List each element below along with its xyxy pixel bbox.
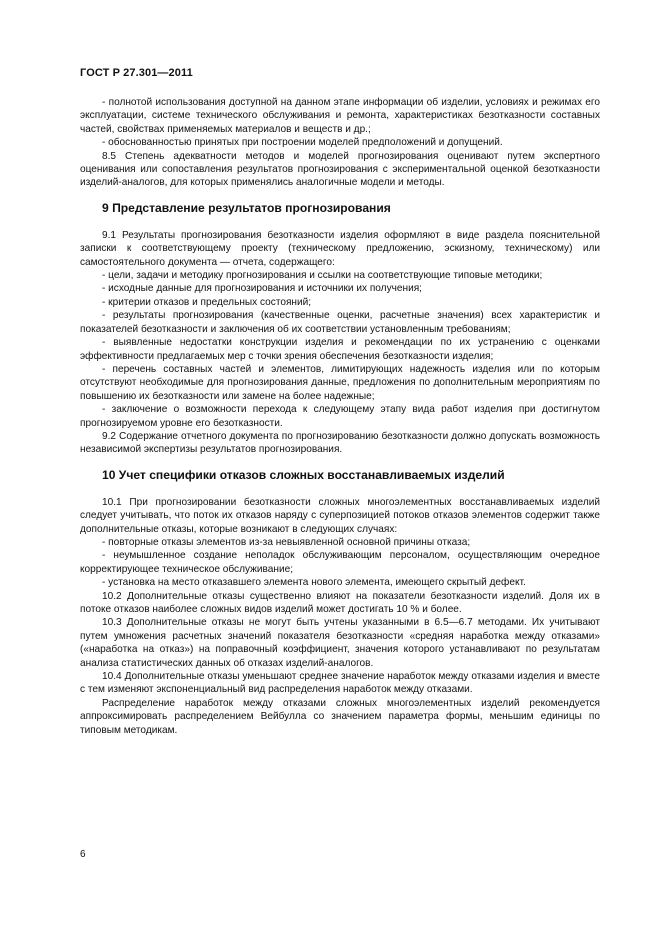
- paragraph: Распределение наработок между отказами сложных многоэлементных изделий рекомендуется аппроксимировать распределением Вейбулла со значением параметра формы, меньшим единицы по типовым методикам.: [80, 697, 600, 736]
- paragraph: 10.1 При прогнозировании безотказности сложных многоэлементных восстанавливаемых изделий следует учитывать, что поток их отказов наряду с суперпозицией потоков отказов элементов содержит также дополнительные отказы, которые возникают в следующих случаях:: [80, 496, 600, 535]
- section-heading: 10 Учет специфики отказов сложных восстанавливаемых изделий: [102, 467, 505, 482]
- paragraph: - критерии отказов и предельных состояний;: [102, 296, 312, 308]
- paragraph: 10.2 Дополнительные отказы существенно влияют на показатели безотказности изделий. Доля их в потоке отказов наиболее сложных видов изделий может достигать 10 % и более.: [80, 590, 600, 615]
- paragraph: - исходные данные для прогнозирования и источники их получения;: [102, 283, 422, 295]
- paragraph: 10.3 Дополнительные отказы не могут быть учтены указанными в 6.5—6.7 методами. Их учитывают путем умножения расчетных значений показателя безотказности «средняя наработка между отказами» («наработка на отказ») на поправочный коэффициент, значения которого устанавливают по результатам анализа статистических данных об отказах изделий-аналогов.: [80, 617, 600, 669]
- paragraph: 9.1 Результаты прогнозирования безотказности изделия оформляют в виде раздела пояснительной записки к соответствующему проекту (техническому предложению, эскизному, техническому) или самостоятельного документа — отчета, содержащего:: [80, 229, 600, 268]
- paragraph: - установка на место отказавшего элемента нового элемента, имеющего скрытый дефект.: [102, 577, 526, 589]
- paragraph: - выявленные недостатки конструкции изделия и рекомендации по их устранению с оценками эффективности предлагаемых мер с точки зрения обеспечения безотказности изделия;: [80, 337, 600, 362]
- section-heading: 9 Представление результатов прогнозирования: [102, 200, 391, 215]
- paragraph: - заключение о возможности перехода к следующему этапу вида работ изделия при достигнутом прогнозируемом уровне его безотказности.: [80, 404, 600, 429]
- paragraph: 8.5 Степень адекватности методов и моделей прогнозирования оценивают путем экспертного оценивания или сопоставления результатов прогнозирования с экспериментальной оценкой безотказности изделий-аналогов, для которых применялись аналогичные модели и методы.: [80, 150, 600, 189]
- paragraph: - результаты прогнозирования (качественные оценки, расчетные значения) всех характеристик и показателей безотказности и заключения об их соответствии установленным требованиям;: [80, 310, 600, 335]
- paragraph: 9.2 Содержание отчетного документа по прогнозированию безотказности должно допускать возможность независимой экспертизы результатов прогнозирования.: [80, 430, 600, 456]
- document-code-header: ГОСТ Р 27.301—2011: [80, 67, 193, 79]
- paragraph: - перечень составных частей и элементов, лимитирующих надежность изделия или по которым отсутствуют необходимые для прогнозирования данные, предложения по дополнительным мероприятиям по повышению их безотказности или замене на более надежные;: [80, 363, 600, 402]
- paragraph: 10.4 Дополнительные отказы уменьшают среднее значение наработок между отказами изделия и вместе с тем изменяют экспоненциальный вид распределения наработок между отказами.: [80, 671, 600, 696]
- paragraph: - повторные отказы элементов из-за невыявленной основной причины отказа;: [102, 536, 471, 548]
- paragraph: - неумышленное создание неполадок обслуживающим персоналом, осуществляющим очередное корректирующее техническое обслуживание;: [80, 550, 600, 575]
- document-body: [80, 96, 600, 737]
- paragraph: - обоснованностью принятых при построении моделей предположений и допущений.: [102, 137, 503, 149]
- page-number: 6: [80, 849, 86, 860]
- paragraph: - полнотой использования доступной на данном этапе информации об изделии, условиях и режимах его эксплуатации, системе технического обслуживания и ремонта, характеристиках безотказности составных частей, свойствах применяемых материалов и веществ и др.;: [80, 97, 600, 135]
- paragraph: - цели, задачи и методику прогнозирования и ссылки на соответствующие типовые методики;: [102, 270, 543, 282]
